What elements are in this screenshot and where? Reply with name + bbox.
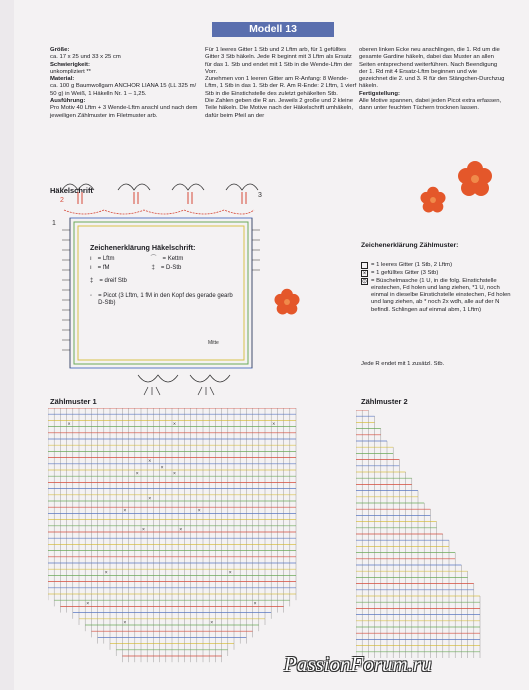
row-label: 1 [52,220,56,227]
filet-chart-1 [48,408,300,670]
instructions-paragraph-3: Die Zahlen geben die R an. Jeweils 2 große und 2 kleine Teile häkeln. Die Motive nach der Häkelschrift umhäkeln, dafür beim Pfeil an der [205,98,354,119]
filled-cell: × [142,526,145,533]
key-text: = Picot (3 Lftm, 1 fM in den Kopf des gerade gearb D-Stb) [98,293,233,306]
filled-square-icon: × [362,271,367,278]
continuation-paragraph: oberen linken Ecke neu anschlingen, die 1. Rd um die gesamte Gardine häkeln, dabei das Muster an allen Seiten entsprechend weiterführen. Nach Beendigung der 1. Rd mit 4 Ersatz-Lftm beginnen und wie gezeichnet die 2. und 3. R für den Stängchen-Durchzug häkeln. [359,47,505,90]
flower-icon [273,288,301,316]
crochet-key [90,244,238,309]
filled-cell: × [228,570,232,577]
filled-cell: × [123,619,127,626]
difficulty-label: Schwierigkeit: [50,61,90,68]
size-value: ca. 17 x 25 und 33 x 25 cm [50,54,121,61]
cluster-stitch-icon: ⊙ [362,279,368,286]
difficulty-value: unkompliziert ** [50,68,91,75]
legend-text: = Büschelmasche (1 U, in die folg. Einstichstelle einstechen, Fd holen und lang ziehen, *1 U, noch einmal in dieselbe Einstichstelle einstechen, Fd holen und lang ziehen, ab * noch 2x wdh, alle auf der N befindl. Schlingen auf einmal abm, 1 Lftm) [371,278,511,313]
flower-icon [456,160,494,198]
crochet-chart-title: Häkelschrift [50,186,93,195]
finishing-value: Alle Motive spannen, dabei jeden Picot extra erfassen, dann unter feuchten Tüchern trocknen lassen. [359,98,502,112]
instructions-column [205,47,357,120]
double-treble-icon: ‡ [151,265,155,271]
filled-cell: × [173,471,176,477]
row-label: 2 [60,197,64,204]
material-label: Material: [50,76,75,83]
filled-cell: × [86,601,90,608]
filled-cell: × [210,619,214,626]
picot-icon: ◦ [90,293,93,299]
filled-cell: × [135,471,139,477]
filled-cell: × [173,421,176,428]
filled-cell: × [160,464,164,471]
chart-legend [361,262,511,315]
middle-label: Mitte [208,340,219,346]
intro-column [50,47,200,120]
filled-cell: × [272,421,276,428]
size-label: Größe: [50,47,70,53]
row-end-note: Jede R endet mit 1 zusätzl. Stb. [361,361,445,367]
chart1-title: Zählmuster 1 [50,397,97,406]
flower-icon [419,186,447,214]
watermark-text: PassionForum.ru [284,652,432,676]
execution-value: Pro Motiv 40 Lftm + 3 Wende-Lftm anschl und nach dem jeweiligen Zählmuster im Filetmuster arb. [50,105,198,119]
triple-treble-icon: ‡ [90,278,94,284]
filled-cell: × [253,601,257,608]
key-text: = Lftm [97,256,115,262]
filled-cell: × [67,421,71,428]
filled-cell: × [104,570,108,577]
material-value: ca. 100 g Baumwollgarn ANCHOR LIANA 15 (LL 325 m/ 50 g) in Weiß, 1 Häkelln Nr. 1 – 1,25. [50,83,197,97]
filled-cell: × [148,495,152,502]
crochet-key-title: Zeichenerklärung Häkelschrift: [90,243,196,252]
key-text: = Kettm [162,256,184,262]
row-label: 3 [258,192,262,199]
execution-label: Ausführung: [50,98,86,105]
legend-title: Zeichenerklärung Zählmuster: [361,242,459,249]
filet-chart-2 [356,410,488,670]
page-title: Modell 13 [212,22,334,37]
instructions-paragraph-2: Zunehmen von 1 leeren Gitter am R-Anfang: 8 Wende-Lftm, 1 Stb in das 1. Stb der R. Am R-Ende: 2 Lftm, 1 vierf Stb in die Einstichstelle des zuletzt gehäkelten Stb. [205,76,357,97]
empty-square-icon [361,262,368,269]
single-crochet-icon: ı [90,265,92,271]
legend-text: = 1 gefülltes Gitter (3 Stb) [371,270,439,277]
legend-text: = 1 leeres Gitter (1 Stb, 2 Lftm) [371,262,453,268]
filled-cell: × [179,526,183,533]
key-text: = D-Stb [160,265,182,271]
finishing-label: Fertigstellung: [359,90,400,97]
continuation-column [359,47,505,113]
filled-cell: × [148,458,152,465]
slip-stitch-icon: ⌒ [150,256,157,262]
filled-cell: × [197,508,201,515]
chain-icon: ı [90,256,92,262]
key-text: = fM [97,265,110,271]
filled-cell: × [123,508,127,515]
chart2-title: Zählmuster 2 [361,397,408,406]
instructions-paragraph-1: Für 1 leeres Gitter 1 Stb und 2 Lftm arb, für 1 gefülltes Gitter 3 Stb häkeln. Jede R beginnt mit 3 Lftm als Ersatz für das 1. Stb und endet mit 1 Stb in die Wende-Lftm der Vorr. [205,47,353,75]
key-text: = dreif Stb [99,278,127,284]
